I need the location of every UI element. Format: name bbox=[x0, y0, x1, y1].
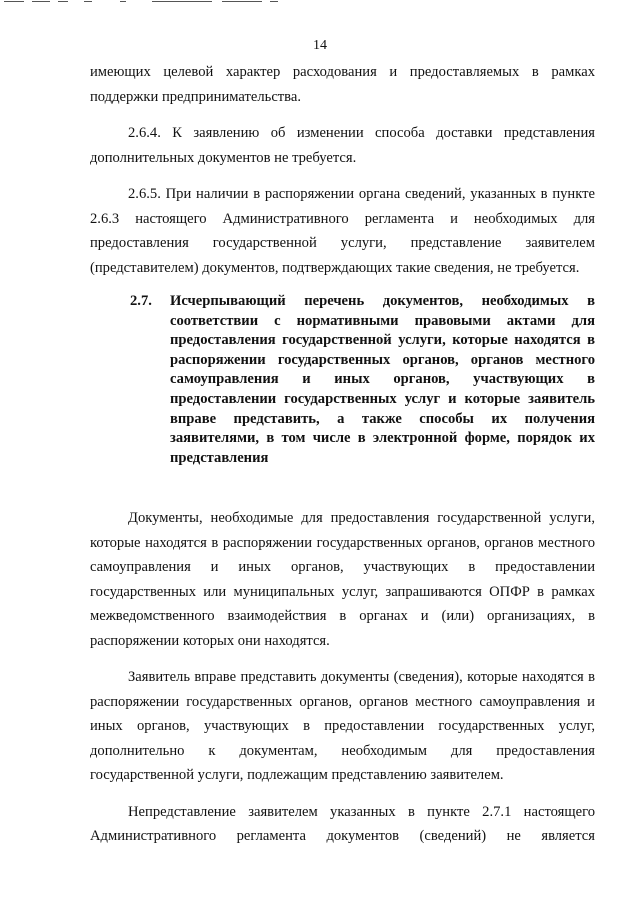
scan-edge-marks bbox=[0, 0, 300, 6]
paragraph-non-submission: Непредставление заявителем указанных в пункте 2.7.1 настоящего Административного регламента документов (сведений) не является bbox=[90, 803, 595, 845]
document-body bbox=[90, 60, 595, 861]
page-number: 14 bbox=[313, 38, 327, 53]
paragraph-2-6-4: 2.6.4. К заявлению об изменении способа доставки представления дополнительных документов не требуется. bbox=[90, 125, 595, 166]
section-number: 2.7. bbox=[130, 293, 152, 309]
section-heading bbox=[90, 292, 595, 468]
paragraph-2-6-5: 2.6.5. При наличии в распоряжении органа сведений, указанных в пункте 2.6.3 настоящего Административного регламента и необходимых для предоставления государственной услуги, представление заявителем (представителем) документов, подтверждающих такие сведения, не требуется. bbox=[90, 186, 595, 276]
paragraph-documents: Документы, необходимые для предоставления государственной услуги, которые находятся в распоряжении государственных органов, органов местного самоуправления и иных органов, участвующих в предоставлении государственных или муниципальных услуг, запрашиваются ОПФР в рамках межведомственного взаимодействия в органах и (или) организациях, в распоряжении которых они находятся. bbox=[90, 510, 595, 649]
paragraph-continuation: имеющих целевой характер расходования и предоставляемых в рамках поддержки предпринимательства. bbox=[90, 64, 595, 105]
paragraph-applicant-right: Заявитель вправе представить документы (сведения), которые находятся в распоряжении государственных органов, органов местного самоуправления и иных органов, участвующих в предоставлении государственных услуг, дополнительно к документам, необходимым для предоставления государственной услуги, подлежащим представлению заявителем. bbox=[90, 669, 595, 784]
section-title: Исчерпывающий перечень документов, необходимых в соответствии с нормативными правовыми актами для предоставления государственной услуги, которые находятся в распоряжении государственных органов, органов местного самоуправления и иных органов, участвующих в предоставлении государственных услуг и которые заявитель вправе представить, а также способы их получения заявителями, в том числе в электронной форме, порядок их представления bbox=[170, 293, 595, 466]
